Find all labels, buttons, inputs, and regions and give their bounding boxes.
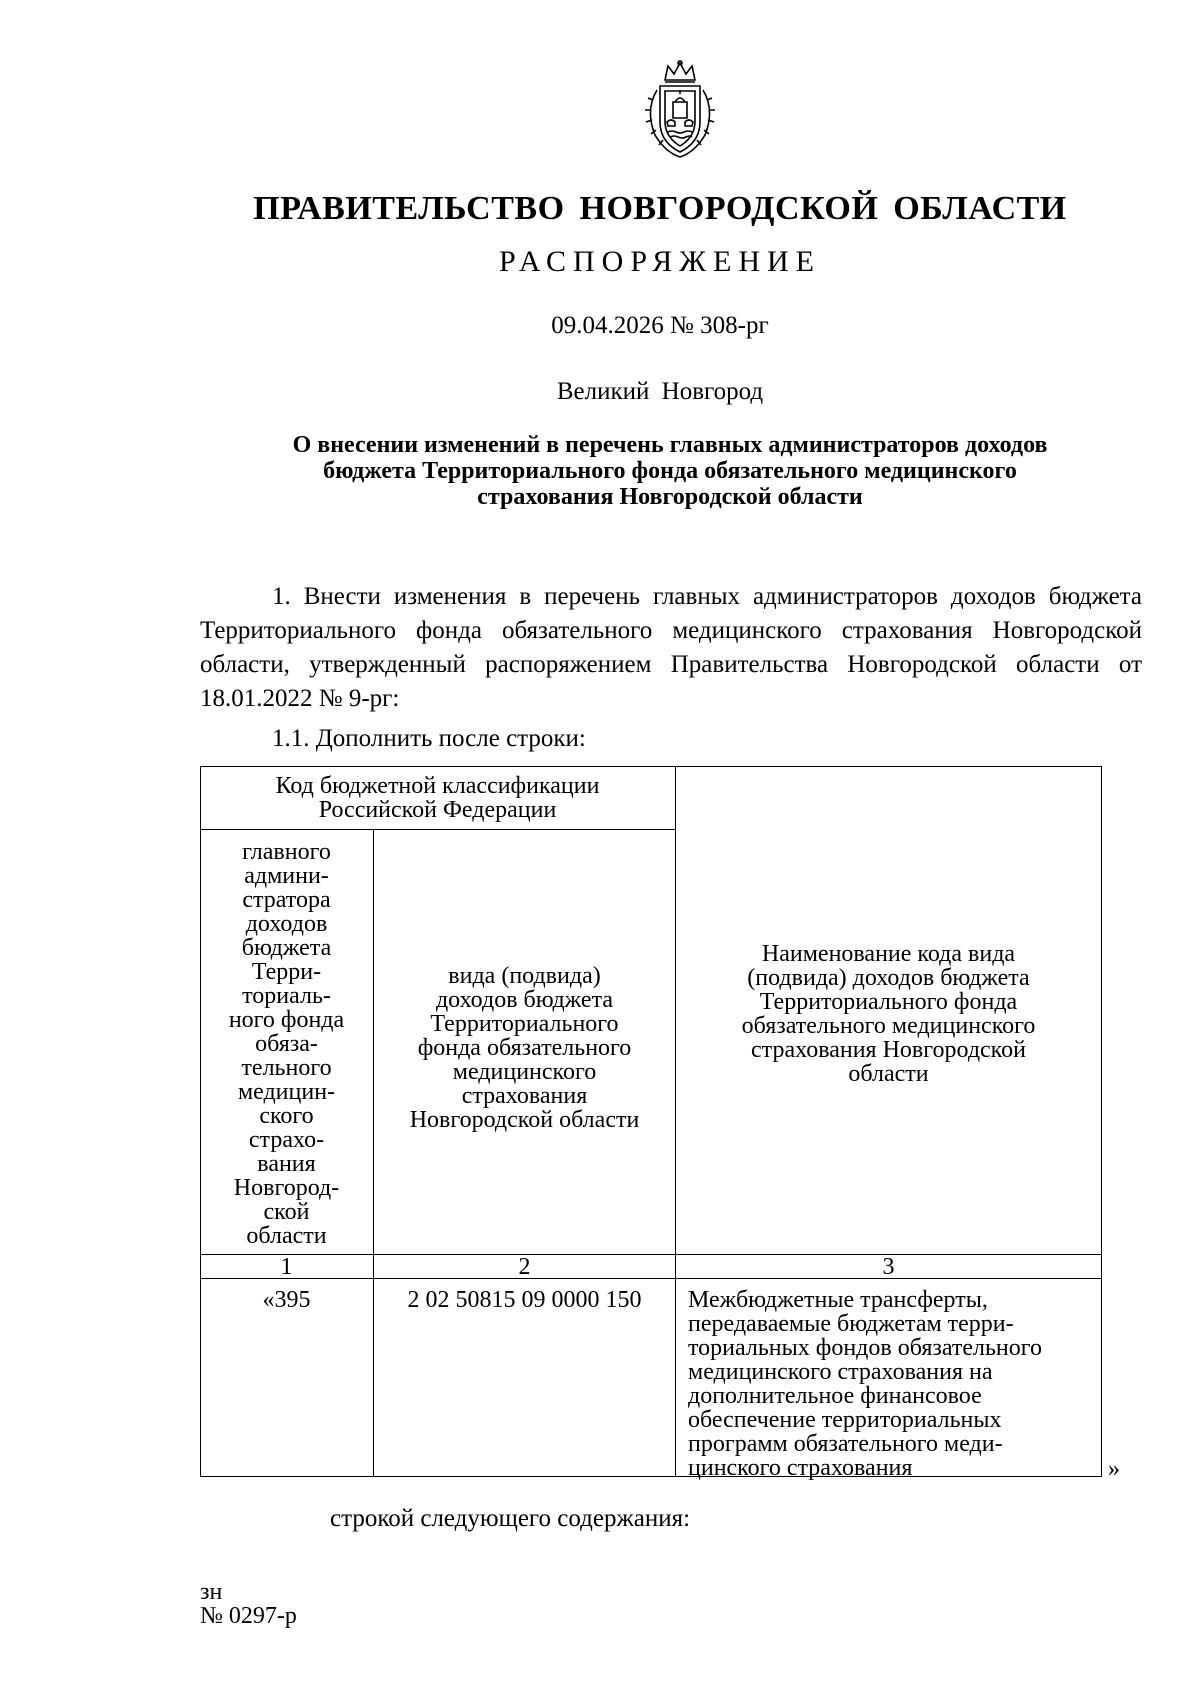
header-line: доходов бюджета [435, 987, 614, 1013]
document-type: РАСПОРЯЖЕНИЕ [498, 245, 822, 278]
table-col2-header [374, 964, 675, 1132]
table-col1-header [200, 840, 373, 1248]
row-name-line: Межбюджетные трансферты, [688, 1287, 988, 1313]
table-col-number-2: 2 [518, 1254, 531, 1280]
government-title: ПРАВИТЕЛЬСТВО НОВГОРОДСКОЙ ОБЛАСТИ [253, 190, 1067, 227]
header-line: стратора [242, 887, 331, 913]
header-line: админи- [244, 863, 329, 889]
header-line: страхования [461, 1083, 588, 1109]
table-row-name [688, 1288, 1098, 1480]
row-name-line: программ обязательного меди- [688, 1431, 1003, 1457]
table-col-number-1: 1 [280, 1254, 293, 1280]
header-line: Территориального фонда [759, 989, 1018, 1015]
header-line: вида (подвида) [448, 963, 601, 989]
header-line: доходов [245, 911, 328, 937]
row-name-line: цинского страхования [688, 1455, 913, 1481]
header-line: обязательного медицинского [741, 1013, 1036, 1039]
row-name-line: ториальных фондов обязательного [688, 1335, 1043, 1361]
paragraph-following-row: строкой следующего содержания: [330, 1505, 691, 1532]
table-col-number-3: 3 [882, 1254, 895, 1280]
header-line: медицин- [237, 1079, 336, 1105]
footer-registration [200, 1580, 297, 1628]
header-line: Терри- [251, 959, 322, 985]
header-line: медицинского [452, 1059, 597, 1085]
subject-line: бюджета Территориального фонда обязательного медицинского [323, 458, 1017, 484]
header-line: Новгородской области [409, 1107, 640, 1133]
header-line: тельного [241, 1055, 332, 1081]
document-date-number: 09.04.2026 № 308-рг [551, 312, 769, 339]
table-row-admin-code: «395 [262, 1287, 311, 1313]
header-line: бюджета [241, 935, 332, 961]
header-line: Новгород- [233, 1175, 340, 1201]
header-line: страхования Новгородской [751, 1037, 1026, 1063]
budget-code-table [200, 766, 1102, 1481]
header-line: Наименование кода вида [761, 941, 1016, 967]
header-line: области [848, 1061, 929, 1087]
header-line: ской [263, 1199, 310, 1225]
header-line: Территориального [430, 1011, 619, 1037]
subject-line: О внесении изменений в перечень главных администраторов доходов [292, 432, 1048, 458]
table-row-income-code: 2 02 50815 09 0000 150 [407, 1287, 642, 1313]
header-line: (подвида) доходов бюджета [747, 965, 1030, 991]
document-city: Великий Новгород [556, 378, 764, 405]
header-line: Код бюджетной классификации [275, 773, 600, 799]
document-subject [200, 432, 1140, 510]
header-line: обяза- [255, 1031, 318, 1057]
paragraph-1-1: 1.1. Дополнить после строки: [272, 725, 586, 752]
header-line: фонда обязательного [417, 1035, 632, 1061]
row-name-line: передаваемые бюджетам терри- [688, 1311, 1014, 1337]
coat-of-arms-emblem [635, 60, 725, 160]
table-group-header [200, 774, 675, 822]
footer-number: № 0297-р [200, 1603, 297, 1629]
header-line: области [246, 1223, 327, 1249]
header-line: главного [242, 839, 331, 865]
table-closing-quote: » [1108, 1456, 1120, 1482]
paragraph-1: 1. Внести изменения в перечень главных администраторов доходов бюджета Территориального фонда обязательного медицинского страхования Новгородской области, утвержденный распоряжением Правительства Новгородской области от 18.01.2022 № 9-рг: [200, 583, 1142, 712]
header-line: ного фонда [228, 1007, 345, 1033]
table-col3-header [676, 942, 1101, 1086]
footer-initials: зн [200, 1579, 223, 1605]
row-name-line: дополнительное финансовое [688, 1383, 982, 1409]
header-line: Российской Федерации [318, 797, 557, 823]
header-line: ского [259, 1103, 314, 1129]
header-line: ториаль- [242, 983, 331, 1009]
header-line: страхо- [248, 1127, 325, 1153]
row-name-line: обеспечение территориальных [688, 1407, 1002, 1433]
row-name-line: медицинского страхования на [688, 1359, 993, 1385]
header-line: вания [257, 1151, 316, 1177]
subject-line: страхования Новгородской области [477, 484, 863, 510]
